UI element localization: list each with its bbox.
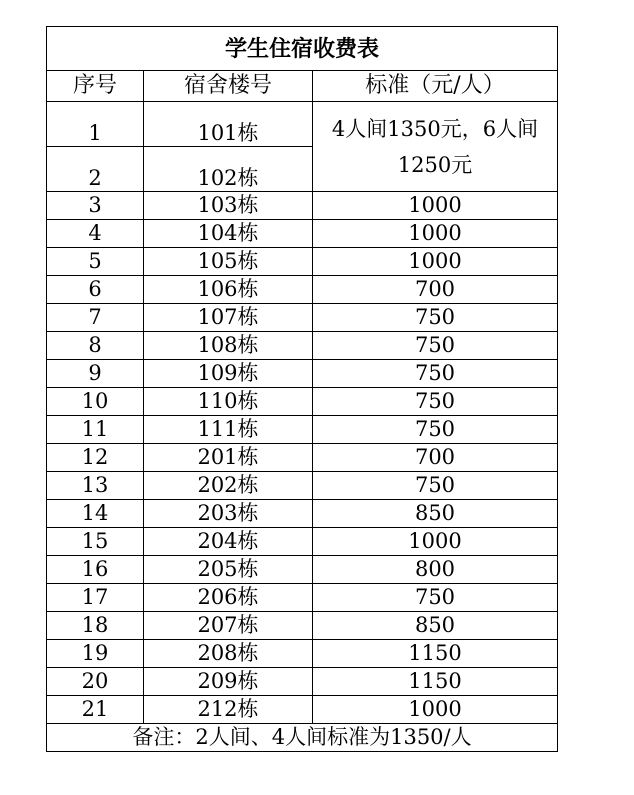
table-row xyxy=(47,556,558,584)
row-building: 101栋 xyxy=(144,102,313,147)
row-building: 103栋 xyxy=(144,192,313,220)
row-building: 202栋 xyxy=(144,472,313,500)
table-row xyxy=(47,612,558,640)
table-row xyxy=(47,388,558,416)
row-standard: 1000 xyxy=(313,192,558,220)
row-index: 16 xyxy=(47,556,144,584)
row-index: 21 xyxy=(47,696,144,724)
row-building: 203栋 xyxy=(144,500,313,528)
row-index: 3 xyxy=(47,192,144,220)
row-building: 204栋 xyxy=(144,528,313,556)
merged-standard-cell: 4人间1350元，6人间1250元 xyxy=(313,102,558,192)
row-building: 105栋 xyxy=(144,248,313,276)
row-index: 10 xyxy=(47,388,144,416)
row-index: 5 xyxy=(47,248,144,276)
table-row xyxy=(47,304,558,332)
table-row xyxy=(47,192,558,220)
row-building: 208栋 xyxy=(144,640,313,668)
row-index: 9 xyxy=(47,360,144,388)
row-standard: 850 xyxy=(313,612,558,640)
header-row xyxy=(47,71,558,102)
row-standard: 750 xyxy=(313,472,558,500)
row-building: 201栋 xyxy=(144,444,313,472)
table-row xyxy=(47,276,558,304)
table-row xyxy=(47,220,558,248)
row-building: 108栋 xyxy=(144,332,313,360)
row-standard: 1000 xyxy=(313,696,558,724)
table-row xyxy=(47,472,558,500)
row-building: 110栋 xyxy=(144,388,313,416)
row-building: 206栋 xyxy=(144,584,313,612)
row-building: 209栋 xyxy=(144,668,313,696)
row-index: 18 xyxy=(47,612,144,640)
row-standard: 1150 xyxy=(313,668,558,696)
row-index: 17 xyxy=(47,584,144,612)
table-row xyxy=(47,528,558,556)
header-index: 序号 xyxy=(47,71,144,102)
row-standard: 750 xyxy=(313,360,558,388)
row-index: 8 xyxy=(47,332,144,360)
row-building: 107栋 xyxy=(144,304,313,332)
title-row xyxy=(47,27,558,71)
table-row xyxy=(47,416,558,444)
row-standard: 1000 xyxy=(313,248,558,276)
row-standard: 1000 xyxy=(313,220,558,248)
table-row xyxy=(47,584,558,612)
row-index: 2 xyxy=(47,147,144,192)
row-index: 11 xyxy=(47,416,144,444)
row-standard: 750 xyxy=(313,304,558,332)
table-row xyxy=(47,500,558,528)
table-row xyxy=(47,696,558,724)
row-standard: 750 xyxy=(313,416,558,444)
table-row xyxy=(47,360,558,388)
row-building: 212栋 xyxy=(144,696,313,724)
fee-table xyxy=(46,26,558,752)
row-index: 12 xyxy=(47,444,144,472)
table-row xyxy=(47,668,558,696)
row-index: 4 xyxy=(47,220,144,248)
row-index: 13 xyxy=(47,472,144,500)
row-building: 205栋 xyxy=(144,556,313,584)
row-standard: 750 xyxy=(313,388,558,416)
row-index: 14 xyxy=(47,500,144,528)
row-standard: 850 xyxy=(313,500,558,528)
table-row xyxy=(47,248,558,276)
row-standard: 750 xyxy=(313,584,558,612)
row-index: 6 xyxy=(47,276,144,304)
row-index: 1 xyxy=(47,102,144,147)
table-row xyxy=(47,102,558,147)
table-title: 学生住宿收费表 xyxy=(47,27,558,71)
note-row xyxy=(47,724,558,752)
table-row xyxy=(47,640,558,668)
table-row xyxy=(47,332,558,360)
row-index: 15 xyxy=(47,528,144,556)
row-standard: 700 xyxy=(313,276,558,304)
table-row xyxy=(47,444,558,472)
row-building: 109栋 xyxy=(144,360,313,388)
row-standard: 750 xyxy=(313,332,558,360)
row-standard: 700 xyxy=(313,444,558,472)
row-building: 106栋 xyxy=(144,276,313,304)
row-standard: 1150 xyxy=(313,640,558,668)
row-index: 19 xyxy=(47,640,144,668)
header-building: 宿舍楼号 xyxy=(144,71,313,102)
fee-table-body xyxy=(47,27,558,752)
row-standard: 800 xyxy=(313,556,558,584)
row-index: 7 xyxy=(47,304,144,332)
row-building: 207栋 xyxy=(144,612,313,640)
row-index: 20 xyxy=(47,668,144,696)
row-building: 111栋 xyxy=(144,416,313,444)
table-note: 备注：2人间、4人间标准为1350/人 xyxy=(47,724,558,752)
row-standard: 1000 xyxy=(313,528,558,556)
header-standard: 标准（元/人） xyxy=(313,71,558,102)
row-building: 102栋 xyxy=(144,147,313,192)
row-building: 104栋 xyxy=(144,220,313,248)
